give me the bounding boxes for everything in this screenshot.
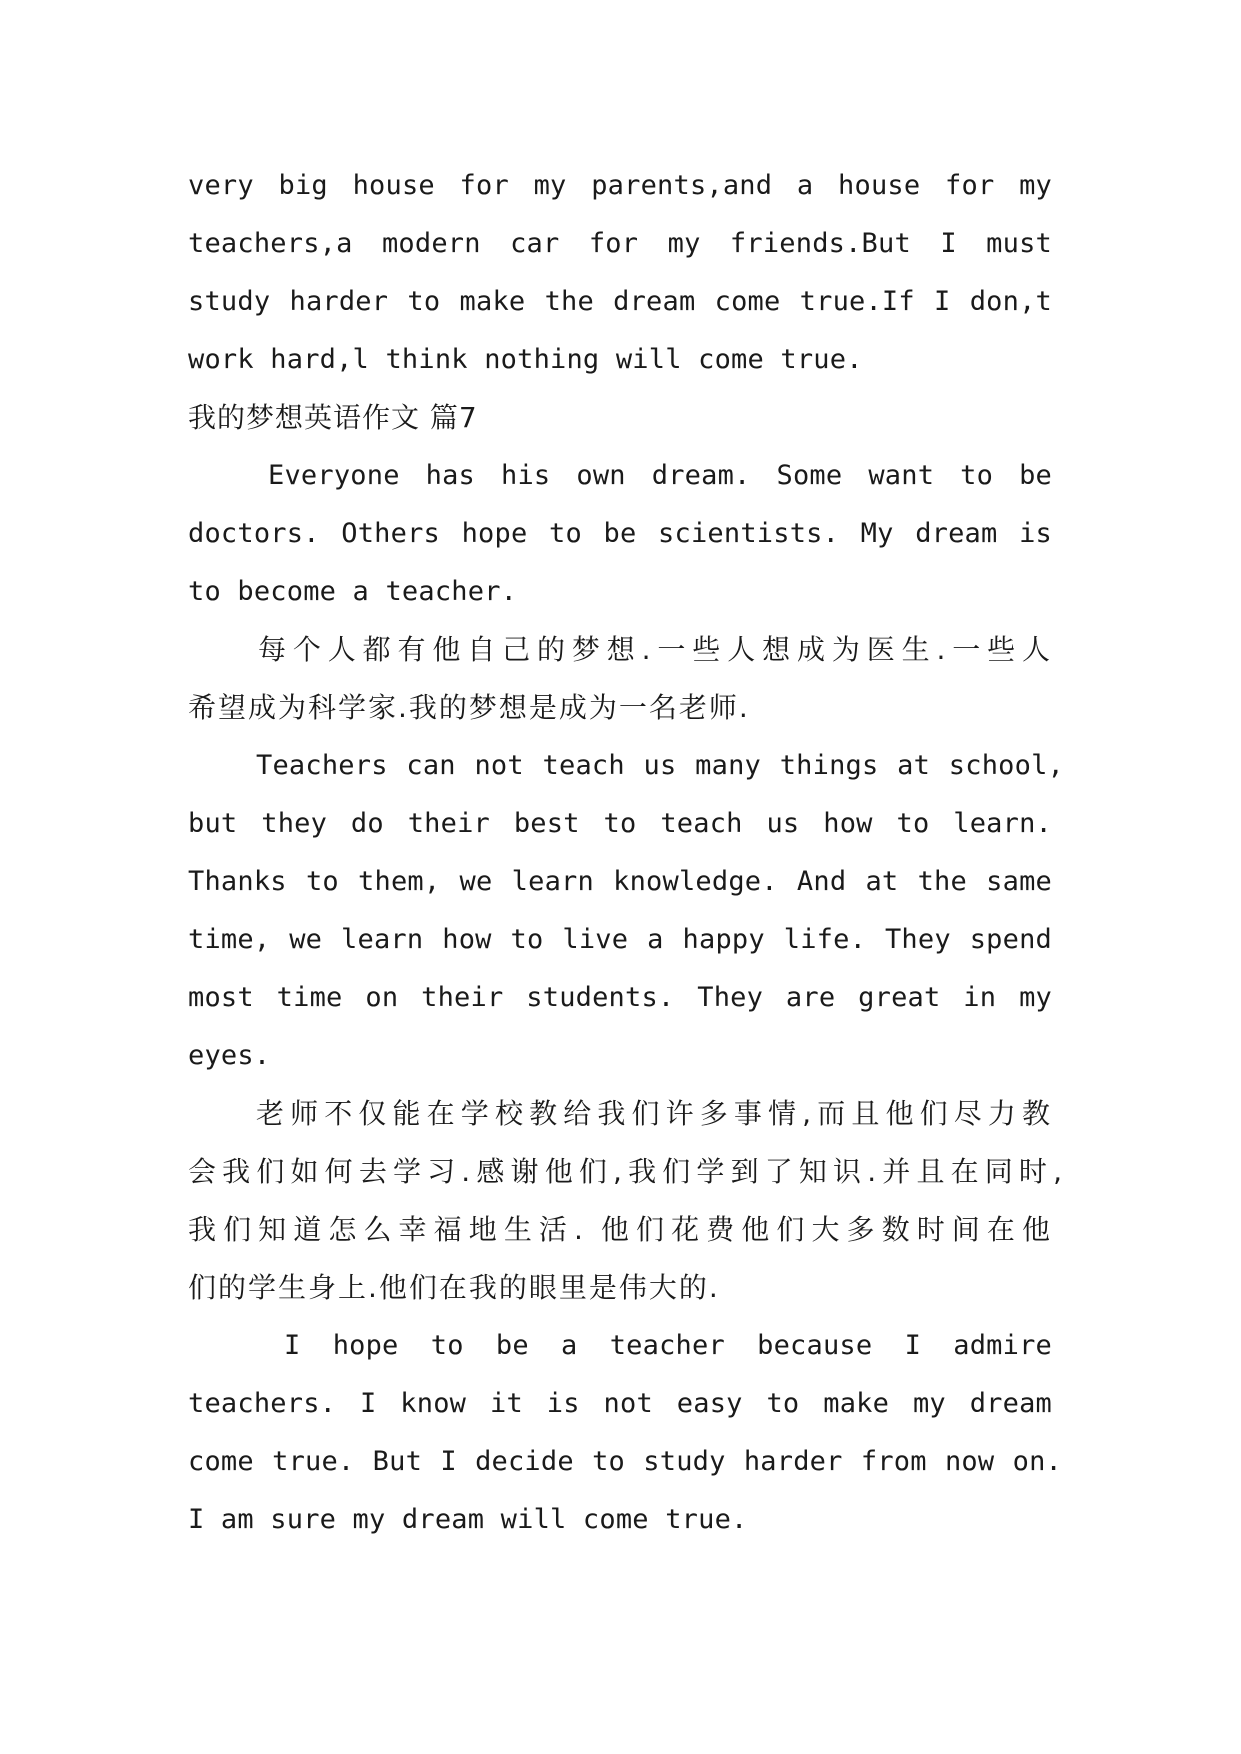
text-line: 我们知道怎么幸福地生活. 他们花费他们大多数时间在他 bbox=[188, 1213, 1052, 1246]
text-line: study harder to make the dream come true.If I don,t bbox=[188, 286, 1052, 317]
text-line: 会我们如何去学习.感谢他们,我们学到了知识.并且在同时, bbox=[188, 1155, 1064, 1188]
text-line: 老师不仅能在学校教给我们许多事情,而且他们尽力教 bbox=[256, 1097, 1052, 1130]
text-line: come true. But I decide to study harder from now on. bbox=[188, 1446, 1062, 1477]
text-line: I hope to be a teacher because I admire bbox=[284, 1330, 1052, 1361]
section-heading: 我的梦想英语作文 篇7 bbox=[188, 401, 478, 434]
text-line: Teachers can not teach us many things at school, bbox=[256, 750, 1064, 781]
text-line: but they do their best to teach us how to learn. bbox=[188, 808, 1052, 839]
text-line: Thanks to them, we learn knowledge. And at the same bbox=[188, 866, 1052, 897]
text-line: 们的学生身上.他们在我的眼里是伟大的. bbox=[188, 1271, 720, 1304]
text-line: teachers. I know it is not easy to make my dream bbox=[188, 1388, 1052, 1419]
text-line: doctors. Others hope to be scientists. My dream is bbox=[188, 518, 1052, 549]
text-line: very big house for my parents,and a house for my bbox=[188, 170, 1052, 201]
text-line: 每个人都有他自己的梦想.一些人想成为医生.一些人 bbox=[258, 633, 1052, 666]
text-line: work hard,l think nothing will come true. bbox=[188, 344, 863, 375]
text-line: most time on their students. They are great in my bbox=[188, 982, 1052, 1013]
text-line: to become a teacher. bbox=[188, 576, 518, 607]
text-line: teachers,a modern car for my friends.But I must bbox=[188, 228, 1052, 259]
text-line: eyes. bbox=[188, 1040, 271, 1071]
text-line: Everyone has his own dream. Some want to be bbox=[268, 460, 1052, 491]
text-line: 希望成为科学家.我的梦想是成为一名老师. bbox=[188, 691, 750, 724]
text-line: I am sure my dream will come true. bbox=[188, 1504, 748, 1535]
text-line: time, we learn how to live a happy life. They spend bbox=[188, 924, 1052, 955]
